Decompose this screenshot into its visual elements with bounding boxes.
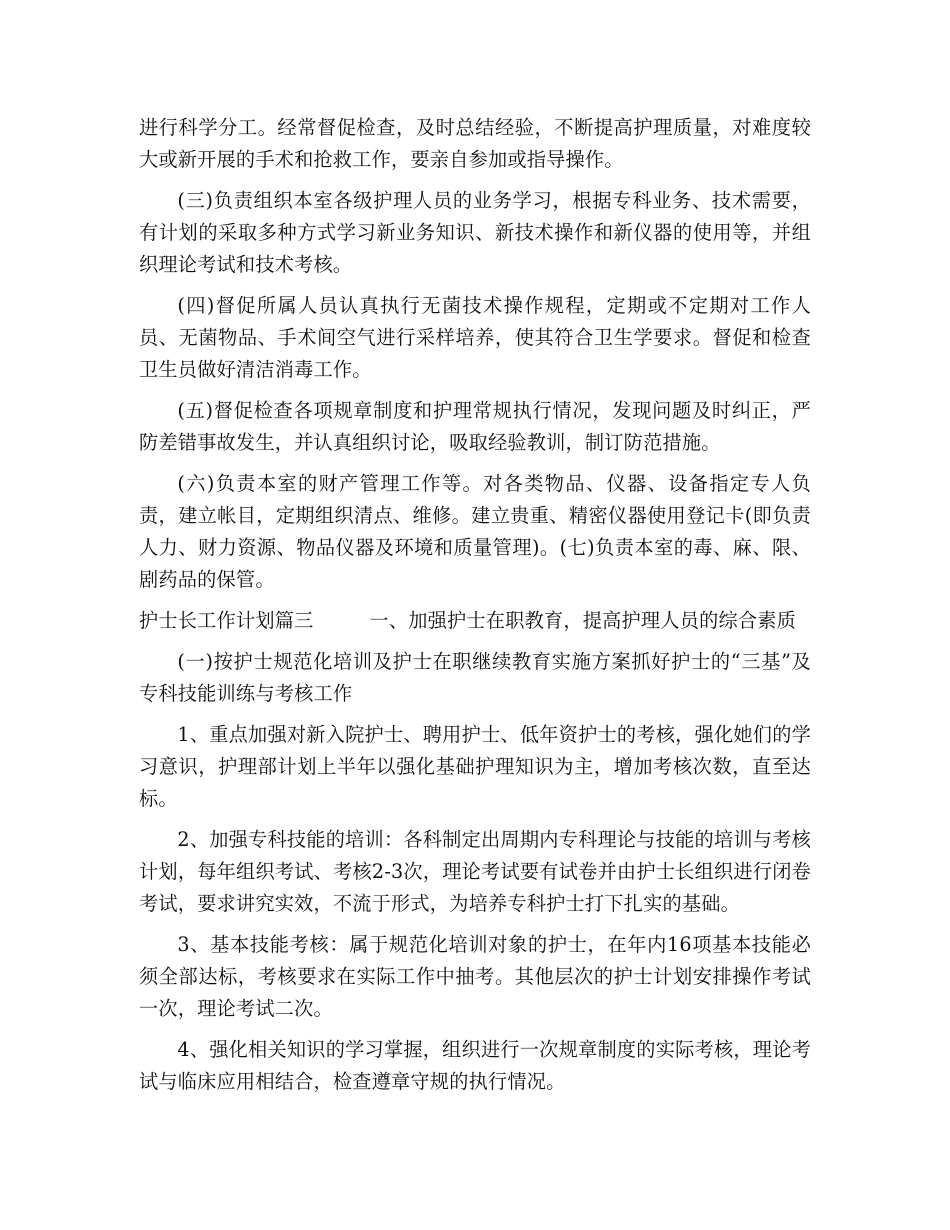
section-heading-line	[139, 605, 811, 637]
paragraph-item-4: (四)督促所属人员认真执行无菌技术操作规程，定期或不定期对工作人员、无菌物品、手术间空气进行采样培养，使其符合卫生学要求。督促和检查卫生员做好清洁消毒工作。	[139, 294, 811, 381]
section-subtitle: 一、加强护士在职教育，提高护理人员的综合素质	[369, 609, 797, 632]
paragraph-subitem-1: (一)按护士规范化培训及护士在职继续教育实施方案抓好护士的“三基”及专科技能训练与考核工作	[139, 650, 811, 705]
section-title: 护士长工作计划篇三	[139, 609, 314, 632]
paragraph-item-3: (三)负责组织本室各级护理人员的业务学习，根据专科业务、技术需要，有计划的采取多种方式学习新业务知识、新技术操作和新仪器的使用等，并组织理论考试和技术考核。	[139, 189, 811, 276]
paragraph-item-6: (六)负责本室的财产管理工作等。对各类物品、仪器、设备指定专人负责，建立帐目，定期组织清点、维修。建立贵重、精密仪器使用登记卡(即负责人力、财力资源、物品仪器及环境和质量管理)。(七)负责本室的毒、麻、限、剧药品的保管。	[139, 472, 811, 591]
paragraph-point-3: 3、基本技能考核：属于规范化培训对象的护士，在年内16项基本技能必须全部达标，考核要求在实际工作中抽考。其他层次的护士计划安排操作考试一次，理论考试二次。	[139, 933, 811, 1020]
paragraph-point-2: 2、加强专科技能的培训：各科制定出周期内专科理论与技能的培训与考核计划，每年组织考试、考核2-3次，理论考试要有试卷并由护士长组织进行闭卷考试，要求讲究实效，不流于形式，为培养专科护士打下扎实的基础。	[139, 828, 811, 915]
paragraph-point-4: 4、强化相关知识的学习掌握，组织进行一次规章制度的实际考核，理论考试与临床应用相结合，检查遵章守规的执行情况。	[139, 1038, 811, 1093]
paragraph-continuation: 进行科学分工。经常督促检查，及时总结经验，不断提高护理质量，对难度较大或新开展的手术和抢救工作，要亲自参加或指导操作。	[139, 116, 811, 171]
paragraph-item-5: (五)督促检查各项规章制度和护理常规执行情况，发现问题及时纠正，严防差错事故发生，并认真组织讨论，吸取经验教训，制订防范措施。	[139, 399, 811, 454]
paragraph-point-1: 1、重点加强对新入院护士、聘用护士、低年资护士的考核，强化她们的学习意识，护理部计划上半年以强化基础护理知识为主，增加考核次数，直至达标。	[139, 723, 811, 810]
document-body	[139, 112, 811, 1107]
